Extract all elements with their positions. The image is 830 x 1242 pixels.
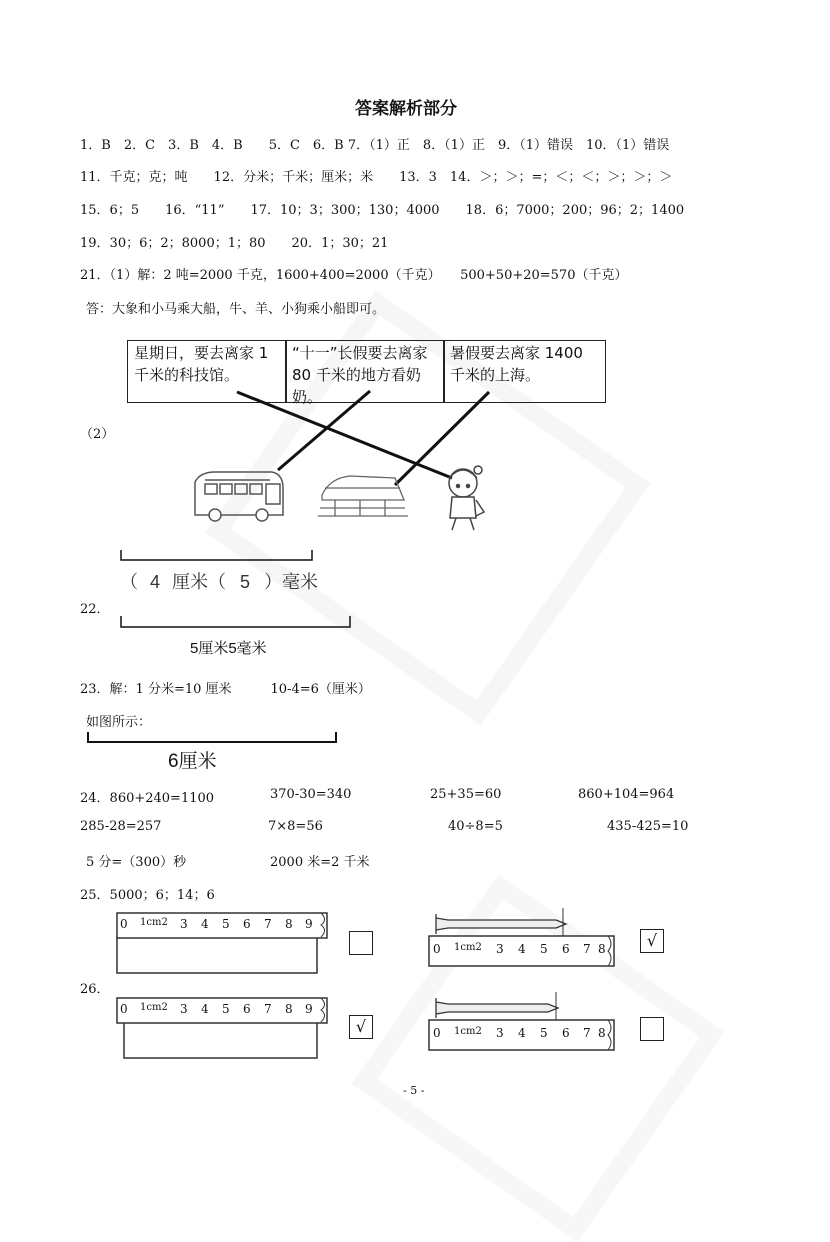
q25-text: 25．5000；6；14；6: [80, 888, 215, 903]
match-line-2: [278, 391, 370, 470]
trip-box-2: “十一”长假要去离家 80 千米的地方看奶奶。: [285, 340, 445, 403]
nail-ruler-figure: 0 1cm2 3 4 5 6 7 8: [428, 906, 623, 972]
q24-r1c1: 24．860+240=1100: [80, 791, 215, 806]
q24-r3c1: 5 分=（300）秒: [86, 855, 187, 870]
q23-line: 23．解：1 分米=10 厘米 10-4=6（厘米）: [80, 682, 371, 697]
unit-cm: 厘米（: [172, 572, 227, 592]
q21-part2-label: （2）: [80, 427, 115, 442]
unit-mm: ）毫米: [264, 572, 319, 592]
paren-open: （: [120, 572, 138, 592]
q24-r1c4: 860+104=964: [578, 787, 675, 802]
q22-drawn-label: 5厘米5毫米: [190, 640, 267, 657]
child-icon: [449, 466, 484, 530]
q24-r2c4: 435-425=10: [607, 819, 689, 834]
q22-answer-cm: 4: [150, 572, 161, 592]
q26-text: 26．: [80, 982, 110, 997]
answer-line-5: 21．（1）解：2 吨=2000 千克，1600+400=2000（千克） 500+50+20=570（千克）: [80, 268, 628, 283]
segment-a-drawing: [110, 548, 360, 568]
nail-ruler-drawing: [428, 906, 623, 968]
trip-box-1: 星期日，要去离家 1 千米的科技馆。: [127, 340, 287, 403]
match-line-1: [237, 392, 452, 478]
matching-drawing: [0, 0, 830, 560]
q23-drawn-label: 6厘米: [168, 751, 217, 772]
q22-answer-mm: 5: [240, 572, 251, 592]
answer-box: √: [349, 1015, 373, 1039]
page-number: - 5 -: [403, 1084, 425, 1097]
q24-r3c2: 2000 米=2 千米: [270, 855, 370, 870]
answer-line-3: 15．6；5 16．“11” 17．10；3；300；130；4000 18．6；7000；200；96；2；1400: [80, 203, 685, 218]
q23-figure-note: 如图所示：: [86, 715, 152, 730]
q22-answer-row: [120, 568, 318, 594]
nail-ruler-figure: 0 1cm2 3 4 5 6 7 8: [428, 990, 623, 1056]
trip-box-3: 暑假要去离家 1400 千米的上海。: [443, 340, 606, 403]
answer-box: [640, 1017, 664, 1041]
answer-line-2: 11．千克；克；吨 12．分米；千米；厘米；米 13．3 14．＞；＞；=；＜；＜；＞；＞；＞: [80, 170, 673, 185]
answer-line-1: 1．B 2．C 3．B 4．B 5．C 6．B 7．（1）正 8．（1）正 9．（1）错误 10．（1）错误: [80, 138, 670, 153]
bus-icon: [195, 472, 283, 521]
answer-line-4: 19．30；6；2；8000；1；80 20．1；30；21: [80, 236, 389, 251]
segment-b-drawing: [110, 614, 370, 634]
q24-r1c3: 25+35=60: [430, 787, 502, 802]
page-title: 答案解析部分: [355, 99, 457, 119]
answer-box: √: [640, 929, 664, 953]
answer-line-6: 答：大象和小马乘大船，牛、羊、小狗乘小船即可。: [86, 302, 386, 317]
q24-r1c2: 370-30=340: [270, 787, 352, 802]
ruler-figure: 0 1cm2 3 4 5 6 7 8 9: [116, 912, 331, 978]
q24-r2c3: 40÷8=5: [448, 819, 503, 834]
q22-number: 22．: [80, 602, 110, 617]
q24-r2c1: 285-28=257: [80, 819, 162, 834]
answer-box: [349, 931, 373, 955]
train-icon: [318, 476, 408, 516]
q24-r2c2: 7×8=56: [268, 819, 323, 834]
nail-ruler-drawing: [428, 990, 623, 1052]
ruler-figure: 0 1cm2 3 4 5 6 7 8 9: [116, 997, 331, 1063]
